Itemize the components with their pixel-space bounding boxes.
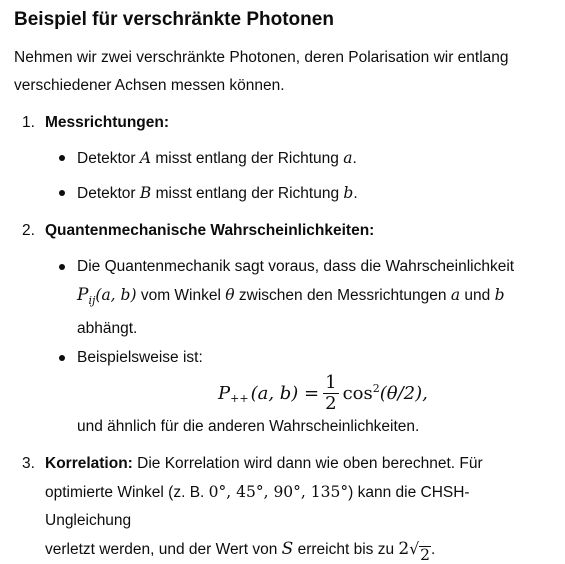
- intro-paragraph: Nehmen wir zwei verschränkte Photonen, deren Polarisation wir entlang verschiedener Achsen messen können.: [14, 49, 509, 94]
- bullet-detector-a: Detektor A misst entlang der Richtung a.: [77, 149, 357, 167]
- item-heading-3: Korrelation:: [45, 455, 133, 472]
- bullet-example-label: Beispielsweise ist:: [77, 349, 203, 366]
- list-number-3: 3.: [22, 455, 35, 472]
- bullet-dot: [59, 155, 65, 161]
- list-number-2: 2.: [22, 222, 35, 239]
- fraction: $\frac{1}{2}$: [325, 371, 337, 414]
- bullet-dot: [59, 190, 65, 196]
- bullet-example-after: und ähnlich für die anderen Wahrscheinlichkeiten.: [77, 418, 420, 435]
- bullet-dot: [59, 355, 65, 361]
- bullet-probability: Die Quantenmechanik sagt voraus, dass die Wahrscheinlichkeit $P_{ij}(a$, b) vom Winkel θ zwischen den Messrichtungen a und b abhängt.: [77, 258, 515, 338]
- list-number-1: 1.: [22, 114, 35, 131]
- page-title: Beispiel für verschränkte Photonen: [14, 9, 334, 30]
- item-correlation: Korrelation: Die Korrelation wird dann wie oben berechnet. Für optimierte Winkel (z. B. 0°, 45°, 90°, 135°) kann die CHSH-Ungleichung verletzt werden, und der Wert von S erreicht bis zu 2 √ 2 .: [45, 455, 483, 564]
- item-heading-1: Messrichtungen:: [45, 114, 170, 131]
- item-heading-2: Quantenmechanische Wahrscheinlichkeiten:: [45, 222, 375, 239]
- probability-formula: P $_{++}$ (a, b) = $\frac{1}{2}$ cos $^2$ (θ/2),: [218, 371, 428, 414]
- bullet-dot: [59, 264, 65, 270]
- bullet-detector-b: Detektor B misst entlang der Richtung b.: [77, 184, 358, 202]
- square-root: √ 2: [409, 540, 430, 564]
